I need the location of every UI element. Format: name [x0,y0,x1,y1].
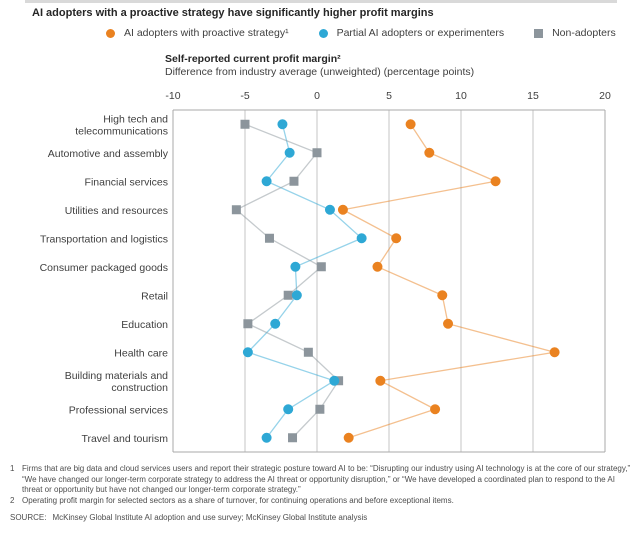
data-point-circle [372,262,382,272]
legend-item-1 [319,27,505,39]
footnotes [10,464,634,506]
data-point-circle [391,233,401,243]
square-marker-icon [534,29,543,38]
x-tick-label: 15 [527,90,539,102]
legend-item-0 [106,27,289,39]
data-point-circle [270,319,280,329]
category-label: Education [121,318,168,331]
data-point-circle [283,404,293,414]
data-point-circle [262,176,272,186]
axis-header [165,53,474,79]
data-point-square [313,148,322,157]
data-point-circle [424,148,434,158]
data-point-circle [285,148,295,158]
data-point-circle [292,290,302,300]
data-point-square [288,433,297,442]
x-tick-label: 20 [599,90,611,102]
x-tick-label: 5 [386,90,392,102]
source-label: SOURCE: [10,513,47,522]
data-point-circle [262,433,272,443]
data-point-square [232,205,241,214]
category-label: Automotive and assembly [47,147,168,160]
footnote-text: Firms that are big data and cloud services users and report their strategic posture toward AI to be: “Disrupting our industry using AI technology is at the core of our strategy,” “We have changed our longer-term corporate strategy to address the AI threat or opportunity disruption,” or “We have developed a coordinated plan to respond to the AI threat or opportunity but have not changed our longer-term corporate strategy.” [22,464,631,494]
data-point-circle [277,119,287,129]
data-point-circle [491,176,501,186]
source-text: McKinsey Global Institute AI adoption and use survey; McKinsey Global Institute analysis [52,513,368,522]
data-point-circle [329,376,339,386]
window-edge-artifact [25,0,617,3]
data-point-circle [290,262,300,272]
category-label: Retail [141,290,168,303]
footnote-1 [10,464,634,496]
data-point-square [317,262,326,271]
data-point-square [243,319,252,328]
category-label: High tech and telecommunications [75,113,168,138]
legend-label: AI adopters with proactive strategy¹ [124,27,289,39]
data-point-circle [243,347,253,357]
footnote-number: 2 [10,495,15,505]
data-point-circle [406,119,416,129]
legend [106,27,616,39]
data-point-circle [325,205,335,215]
data-point-circle [375,376,385,386]
data-point-square [241,120,250,129]
x-tick-label: 0 [314,90,320,102]
category-label: Professional services [68,404,168,417]
series-line [236,124,338,438]
circle-marker-icon [106,29,115,38]
profit-margin-dot-plot [0,85,641,463]
legend-label: Non-adopters [552,27,616,39]
category-label: Transportation and logistics [39,233,168,246]
data-point-square [315,405,324,414]
legend-label: Partial AI adopters or experimenters [336,27,505,39]
category-label: Utilities and resources [64,204,168,217]
data-point-square [289,177,298,186]
category-label: Building materials and construction [64,369,168,394]
category-label: Health care [114,347,168,360]
category-label: Financial services [84,176,168,189]
axis-subtitle: Difference from industry average (unweighted) (percentage points) [165,66,475,78]
legend-item-2 [534,27,616,39]
data-point-circle [437,290,447,300]
data-point-circle [338,205,348,215]
footnote-text: Operating profit margin for selected sectors as a share of turnover, for continuing operations and before exceptional items. [22,495,454,505]
chart-title: AI adopters with a proactive strategy have significantly higher profit margins [32,7,434,19]
data-point-circle [357,233,367,243]
x-tick-label: -5 [240,90,250,102]
data-point-square [265,234,274,243]
series-line [343,124,555,438]
data-point-square [284,291,293,300]
category-label: Consumer packaged goods [39,261,168,274]
data-point-circle [550,347,560,357]
footnote-2 [10,496,634,507]
footnote-number: 1 [10,464,15,473]
category-label: Travel and tourism [81,432,168,445]
data-point-square [304,348,313,357]
data-point-circle [430,404,440,414]
circle-marker-icon [319,29,328,38]
source-line [10,513,367,522]
axis-title: Self-reported current profit margin² [165,53,341,65]
data-point-circle [344,433,354,443]
x-tick-label: 10 [455,90,467,102]
x-tick-label: -10 [165,90,181,102]
data-point-circle [443,319,453,329]
